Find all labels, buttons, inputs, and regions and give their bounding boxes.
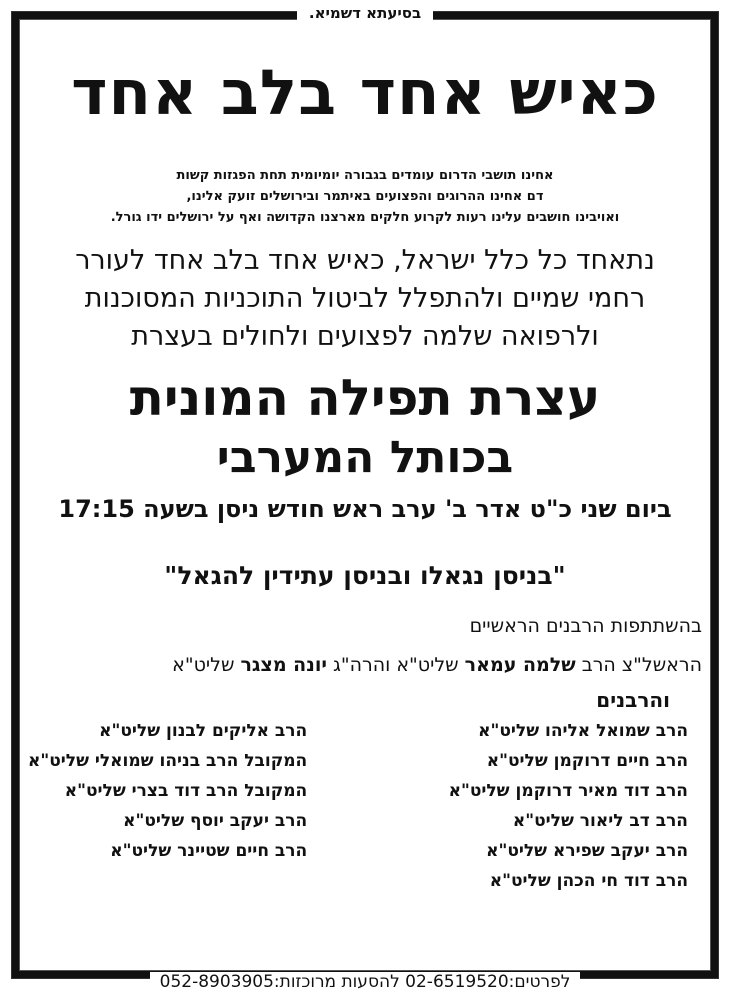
rabbi-name: הרב חיים שטיינר שליט"א bbox=[110, 841, 308, 862]
footer-line bbox=[0, 972, 730, 992]
chief-rabbi-name-1: שלמה עמאר bbox=[464, 654, 576, 677]
rabbi-name: הרב שמואל אליהו שליט"א bbox=[478, 721, 688, 742]
rabbi-name: הרב יעקב שפירא שליט"א bbox=[486, 841, 688, 862]
chief-suffix: שליט"א bbox=[172, 654, 235, 677]
call-paragraph bbox=[28, 242, 702, 356]
rabbi-name: הרב דוד מאיר דרוקמן שליט"א bbox=[448, 781, 688, 802]
event-location: בכותל המערבי bbox=[216, 432, 514, 484]
contact-details: לפרטים:02-6519520 להסעות מרוכזות:052-8903905 bbox=[150, 972, 581, 992]
rabbis-list bbox=[28, 716, 702, 896]
rabbi-name: המקובל הרב בניהו שמואלי שליט"א bbox=[28, 751, 308, 772]
call-line: נתאחד כל כלל ישראל, כאיש אחד בלב אחד לעורר bbox=[75, 245, 655, 277]
chief-rabbi-name-2: יונה מצגר bbox=[240, 654, 327, 677]
top-line bbox=[0, 3, 730, 22]
rabbis-heading: והרבנים bbox=[596, 688, 670, 713]
intro-line: ואויבינו חושבים עלינו רעות לקרוע חלקים מארצנו הקדושה ואף על ירושלים ידו גורל. bbox=[110, 210, 620, 226]
headline: כאיש אחד בלב אחד bbox=[71, 56, 659, 129]
intro-paragraph bbox=[28, 165, 702, 228]
poster-content bbox=[28, 40, 702, 964]
rabbi-name: הרב דב ליאור שליט"א bbox=[512, 811, 688, 832]
chief-middle: שליט"א והרה"ג bbox=[333, 654, 459, 677]
intro-line: דם אחינו ההרוגים והפצועים באיתמר ובירושלים זועק אלינו, bbox=[186, 189, 544, 205]
chief-rabbis-line bbox=[28, 652, 702, 678]
rabbis-column-right bbox=[449, 716, 702, 896]
event-title: עצרת תפילה המונית bbox=[129, 369, 601, 428]
participation-line: בהשתתפות הרבנים הראשיים bbox=[469, 615, 702, 638]
rabbi-name: המקובל הרב דוד בצרי שליט"א bbox=[64, 781, 308, 802]
rabbi-name: הרב דוד חי הכהן שליט"א bbox=[489, 871, 688, 892]
event-datetime: ביום שני כ"ט אדר ב' ערב ראש חודש ניסן בשעה 17:15 bbox=[58, 495, 672, 524]
rabbis-column-left bbox=[28, 716, 307, 896]
chief-prefix: הראשל"צ הרב bbox=[581, 654, 702, 677]
quote: "בניסן נגאלו ובניסן עתידין להגאל" bbox=[164, 561, 566, 591]
call-line: ולרפואה שלמה לפצועים ולחולים בעצרת bbox=[131, 321, 599, 353]
intro-line: אחינו תושבי הדרום עומדים בגבורה יומיומית תחת הפגזות קשות bbox=[176, 168, 554, 184]
besiata-dishmaya: בסיעתא דשמיא. bbox=[297, 4, 433, 22]
rabbi-name: הרב אליקים לבנון שליט"א bbox=[99, 721, 308, 742]
rabbi-name: הרב יעקב יוסף שליט"א bbox=[123, 811, 308, 832]
rabbi-name: הרב חיים דרוקמן שליט"א bbox=[486, 751, 688, 772]
call-line: רחמי שמיים ולהתפלל לביטול התוכניות המסוכנות bbox=[84, 283, 646, 315]
